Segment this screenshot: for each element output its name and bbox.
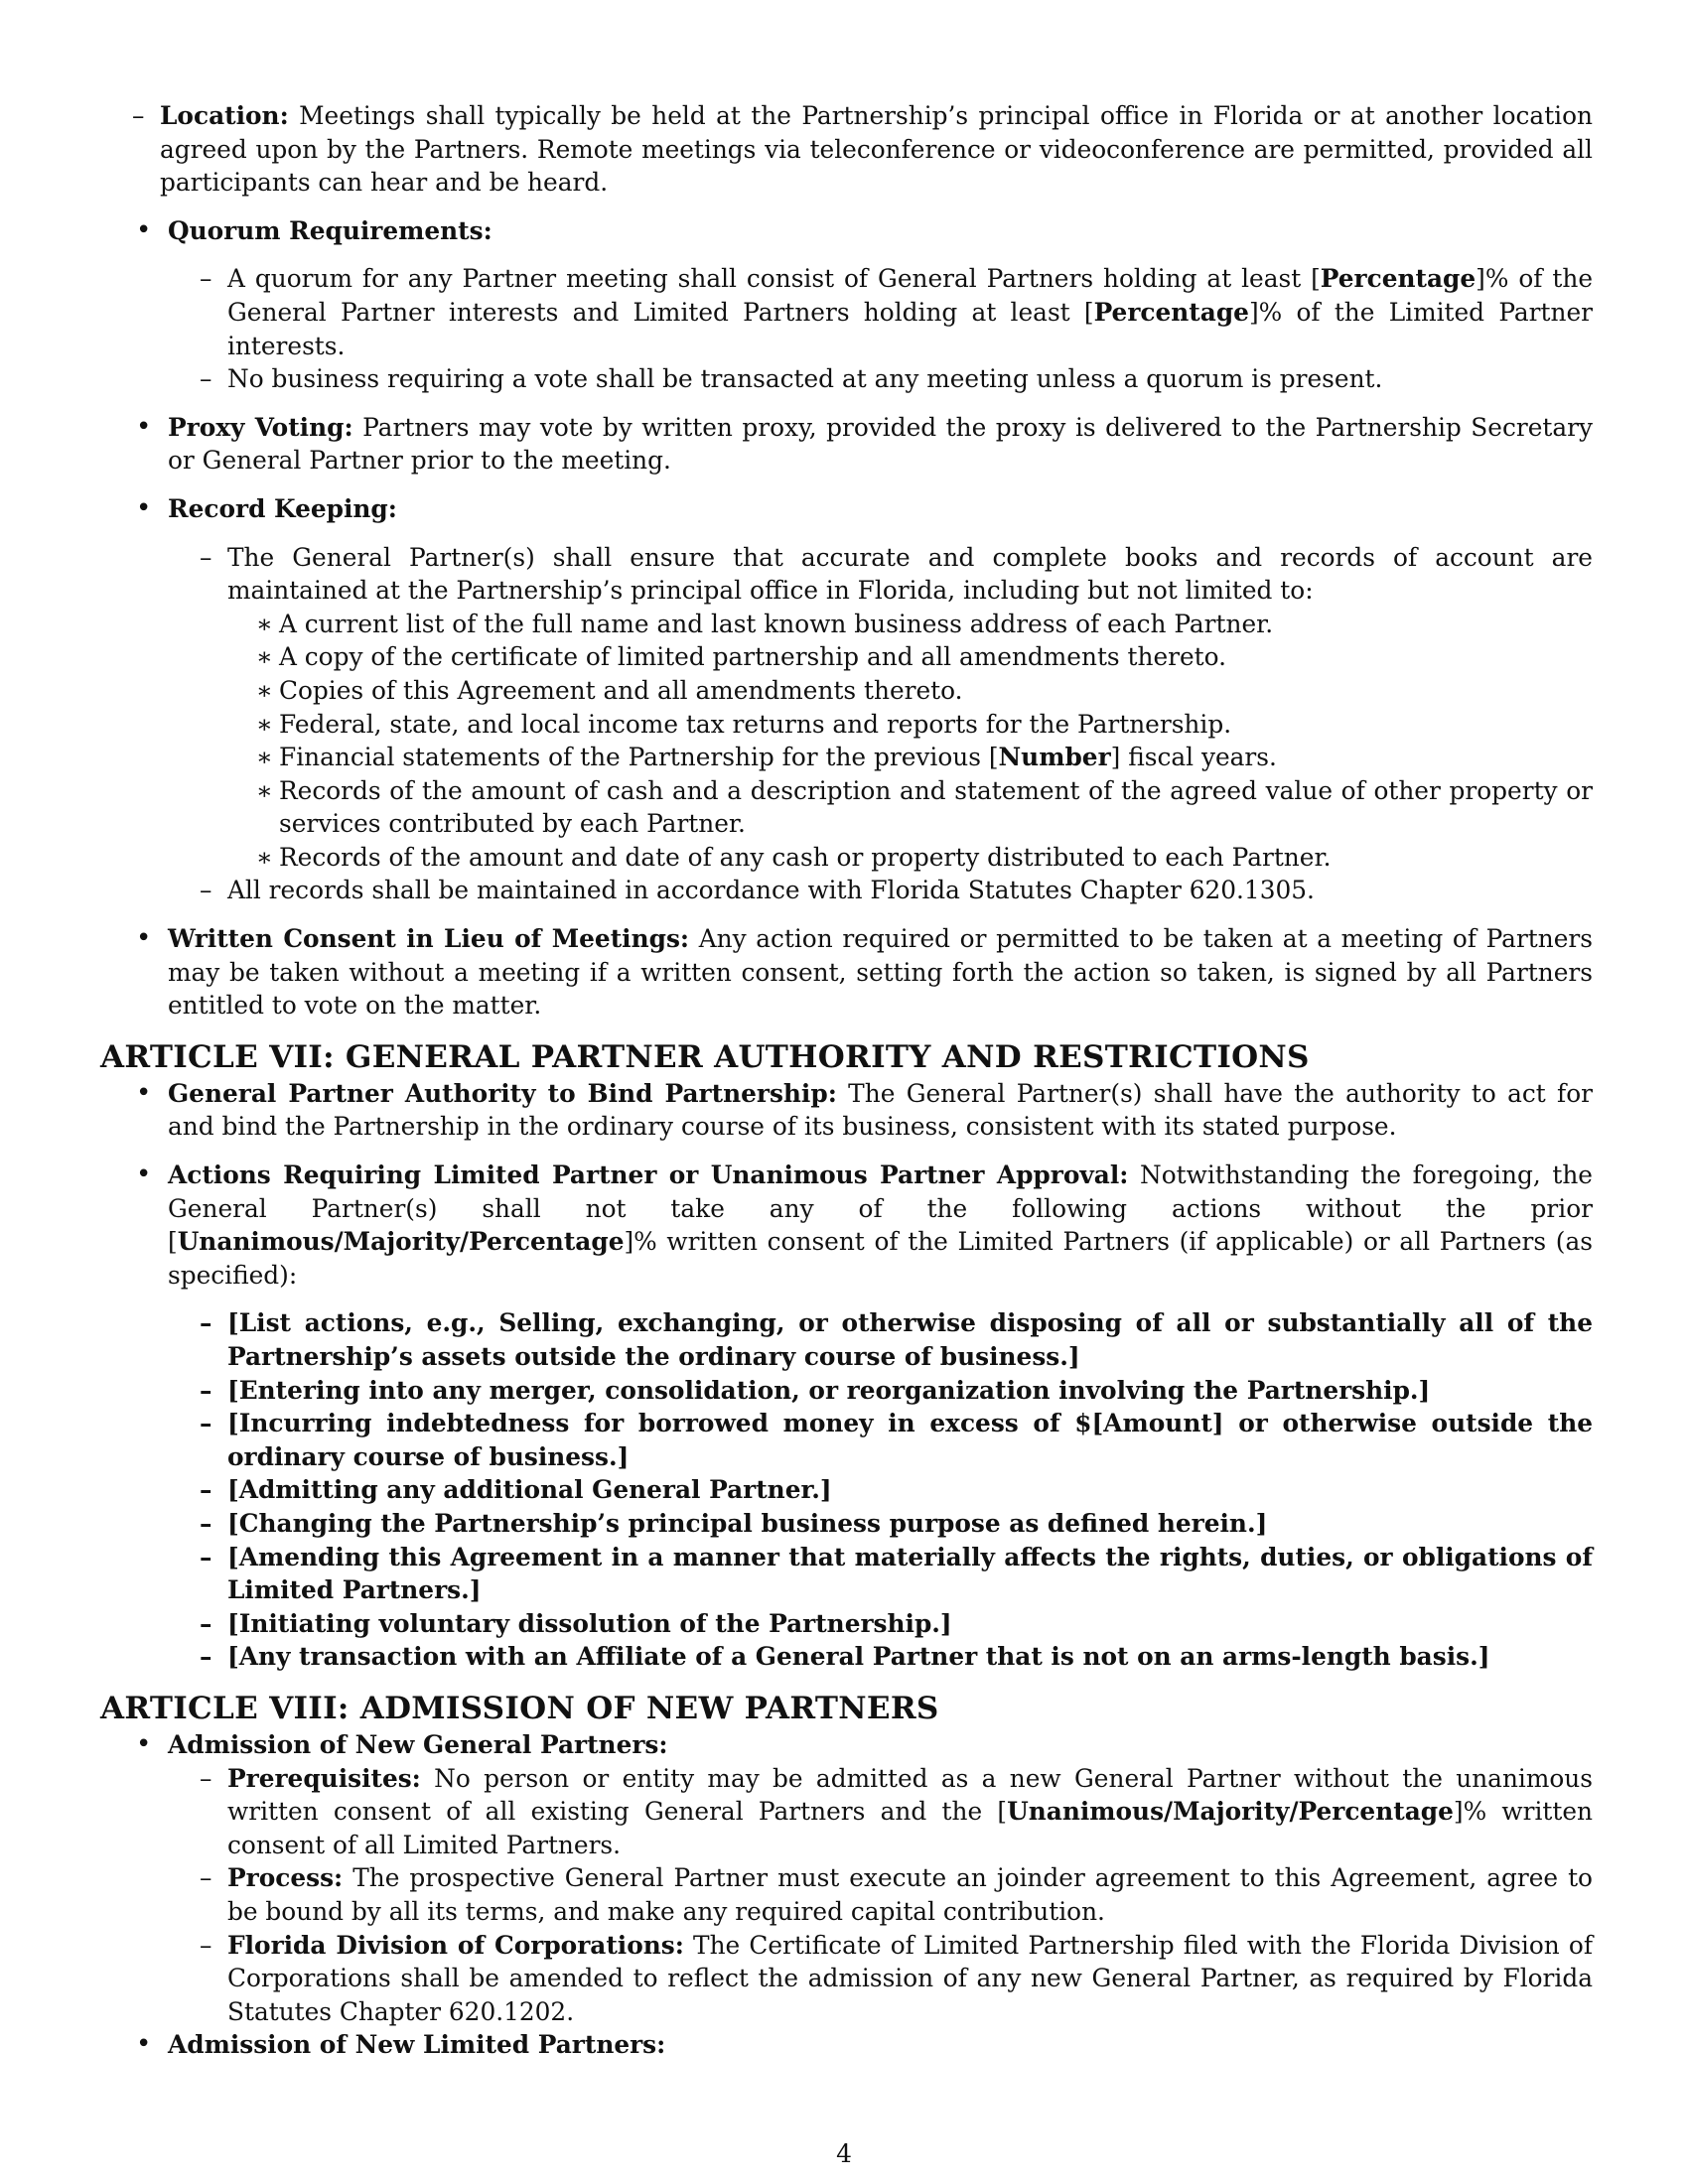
quorum-sub-item: – No business requiring a vote shall be transacted at any meeting unless a quorum is present. [168,362,1593,396]
record-sublist [168,541,1593,908]
record-item [100,492,1593,907]
actions-label: Actions Requiring Limited Partner or Unanimous Partner Approval: [168,1160,1129,1190]
written-consent-text: Any action required or permitted to be taken at a meeting of Partners may be taken without a meeting if a written consent, setting forth the action so taken, is signed by all Partners entitled to vote on the matter. [168,924,1593,1021]
restricted-action-item: – [Entering into any merger, consolidation, or reorganization involving the Partnership.] [168,1374,1593,1408]
location-item [100,99,1593,200]
record-intro: The General Partner(s) shall ensure that accurate and complete books and records of account are maintained at the Partnership’s principal office in Florida, including but not limited to: [227,542,1593,606]
record-nested-item: ∗ Records of the amount of cash and a description and statement of the agreed value of other property or services contributed by each Partner. [227,774,1593,841]
proxy-item [100,411,1593,478]
restricted-action-item: – [List actions, e.g., Selling, exchanging, or otherwise disposing of all or substantially all of the Partnership’s assets outside the ordinary course of business.] [168,1306,1593,1373]
restricted-action-item: – [Admitting any additional General Partner.] [168,1473,1593,1507]
new-lp-item [100,2028,1593,2062]
record-sub-item [168,541,1593,875]
actions-text-a: Notwithstanding the foregoing, the General Partner(s) shall not take any of the following actions without the prior [ [168,1160,1593,1257]
prereq-placeholder: Unanimous/Majority/Percentage [1007,1797,1454,1827]
fdc-label: Florida Division of Corporations: [227,1930,684,1960]
prereq-label: Prerequisites: [227,1763,421,1793]
process-label: Process: [227,1863,344,1893]
fdc-item [168,1929,1593,2029]
written-consent-item [100,922,1593,1023]
authority-item [100,1077,1593,1144]
prereq-text-c: ]% written consent of all Limited Partners. [227,1797,1593,1859]
quorum-placeholder-gp: Percentage [1320,264,1477,294]
quorum-text-b: ]% of the General Partner interests and Limited Partners holding at least [ [227,264,1593,327]
quorum-label: Quorum Requirements: [168,215,492,245]
process-text: The prospective General Partner must execute an joinder agreement to this Agreement, agree to be bound by all its terms, and make any required capital contribution. [227,1863,1593,1926]
proxy-text: Partners may vote by written proxy, provided the proxy is delivered to the Partnership Secretary or General Partner prior to the meeting. [168,412,1593,476]
record-sub5-text-a: Financial statements of the Partnership for the previous [ [279,743,999,772]
new-gp-label: Admission of New General Partners: [168,1729,668,1759]
record-sub-item: – All records shall be maintained in accordance with Florida Statutes Chapter 620.1305. [168,874,1593,907]
authority-text: The General Partner(s) shall have the authority to act for and bind the Partnership in the ordinary course of its business, consistent with its stated purpose. [168,1078,1594,1142]
document-page [100,99,1593,2077]
location-label: Location: [160,101,289,130]
record-nested-item: ∗ A copy of the certificate of limited partnership and all amendments thereto. [227,640,1593,674]
record-nested-item: ∗ A current list of the full name and last known business address of each Partner. [227,608,1593,641]
quorum-item [100,214,1593,396]
page-number: 4 [836,2139,852,2168]
restricted-action-item: – [Any transaction with an Affiliate of a General Partner that is not on an arms-length basis.] [168,1640,1593,1674]
record-nested-list [227,608,1593,875]
quorum-sub-item [168,262,1593,362]
record-nested-item: ∗ Copies of this Agreement and all amendments thereto. [227,674,1593,708]
process-item [168,1861,1593,1928]
restricted-action-item: – [Changing the Partnership’s principal business purpose as defined herein.] [168,1507,1593,1541]
location-text: Meetings shall typically be held at the Partnership’s principal office in Florida or at another location agreed upon by the Partners. Remote meetings via teleconference or videoconference are permitted, provided all participants can hear and be heard. [160,101,1593,198]
record-label: Record Keeping: [168,493,397,523]
actions-item [100,1159,1593,1674]
proxy-label: Proxy Voting: [168,412,353,442]
quorum-text-a: A quorum for any Partner meeting shall consist of General Partners holding at least [ [227,264,1321,294]
article-vii-list [100,1077,1593,1674]
actions-placeholder: Unanimous/Majority/Percentage [177,1227,625,1257]
actions-text-c: ]% written consent of the Limited Partners (if applicable) or all Partners (as specified): [168,1227,1593,1290]
article-viii-list [100,1728,1593,2062]
authority-label: General Partner Authority to Bind Partnership: [168,1078,837,1108]
prereq-item [168,1762,1593,1862]
new-gp-item [100,1728,1593,2028]
restricted-action-item: – [Incurring indebtedness for borrowed money in excess of $[Amount] or otherwise outside the ordinary course of business.] [168,1407,1593,1473]
record-sub5-text-c: ] fiscal years. [1110,743,1277,772]
record-nested-item: ∗ Federal, state, and local income tax returns and reports for the Partnership. [227,708,1593,742]
record-nested-item: ∗ Records of the amount and date of any cash or property distributed to each Partner. [227,841,1593,875]
meetings-sublist [100,99,1593,200]
quorum-text-c: ]% of the Limited Partner interests. [227,297,1593,360]
written-consent-label: Written Consent in Lieu of Meetings: [168,924,690,954]
fdc-text: The Certificate of Limited Partnership filed with the Florida Division of Corporations shall be amended to reflect the admission of any new General Partner, as required by Florida Statutes Chapter 620.1202. [227,1930,1594,2026]
quorum-placeholder-lp: Percentage [1093,297,1249,327]
article-viii-heading: ARTICLE VIII: ADMISSION OF NEW PARTNERS [100,1690,939,1726]
article-vii-heading: ARTICLE VII: GENERAL PARTNER AUTHORITY AND RESTRICTIONS [100,1038,1310,1075]
new-gp-sublist [168,1762,1593,2029]
restricted-actions-list [168,1306,1593,1674]
meetings-bullet-list [100,214,1593,1023]
restricted-action-item: – [Amending this Agreement in a manner that materially affects the rights, duties, or obligations of Limited Partners.] [168,1541,1593,1607]
prereq-text-a: No person or entity may be admitted as a new General Partner without the unanimous written consent of all existing General Partners and the [ [227,1763,1593,1827]
record-sub5-placeholder: Number [998,743,1111,772]
new-lp-label: Admission of New Limited Partners: [168,2030,666,2060]
quorum-sublist [168,262,1593,395]
record-nested-item [227,741,1593,774]
restricted-action-item: – [Initiating voluntary dissolution of the Partnership.] [168,1607,1593,1641]
